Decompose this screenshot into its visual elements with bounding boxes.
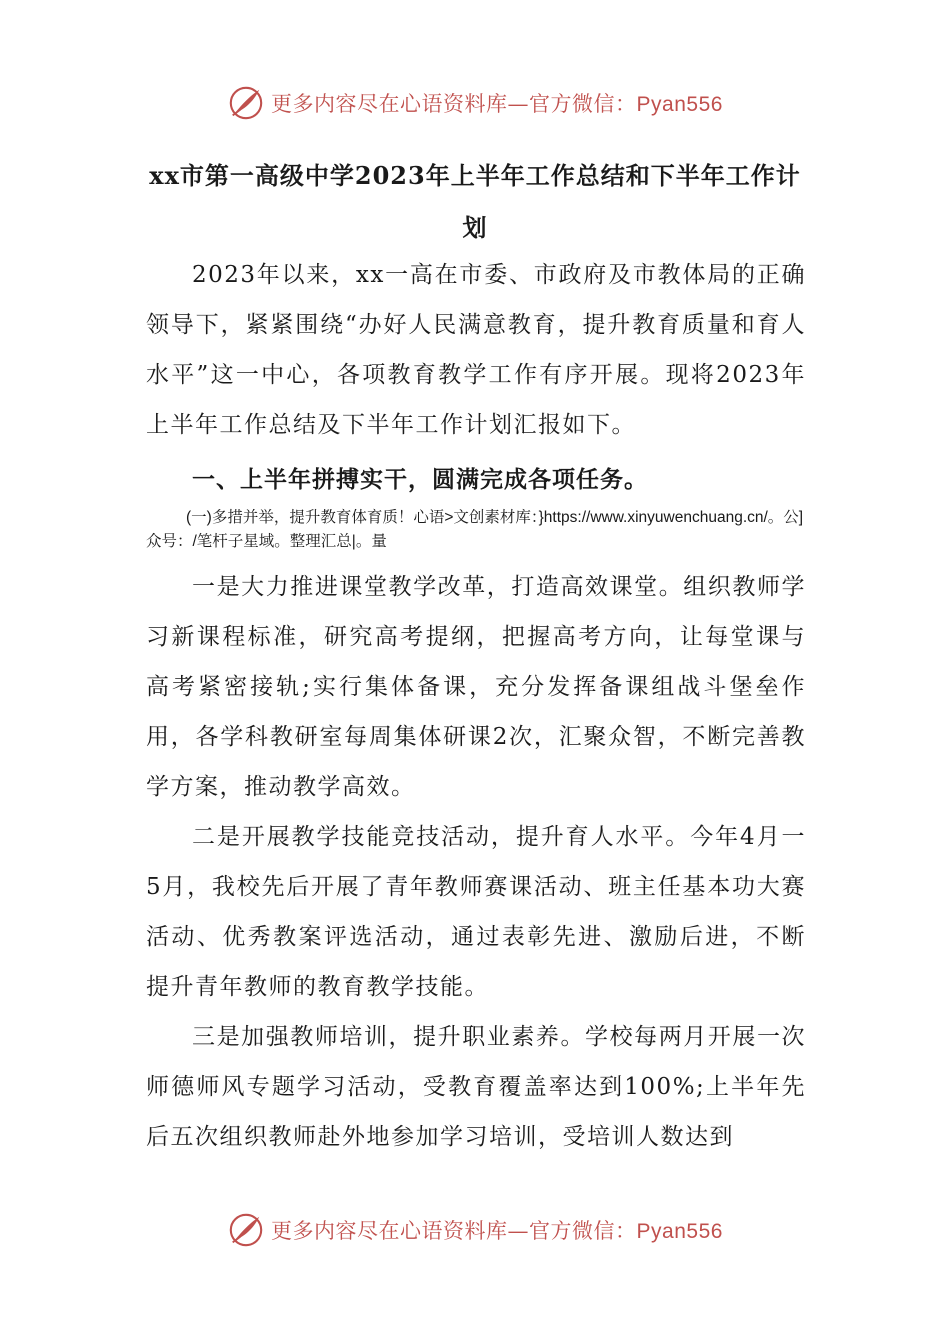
document-body [146, 250, 806, 1162]
footer-banner [0, 1205, 950, 1255]
wechat-id: Pyan556 [636, 1220, 723, 1243]
banner-text [271, 88, 723, 118]
banner-label: 更多内容尽在心语资料库—官方微信： [271, 92, 637, 116]
quill-pen-logo-icon [227, 1211, 265, 1249]
section-heading: 一、上半年拼搏实干，圆满完成各项任务。 [192, 467, 648, 493]
body-paragraph: 一是大力推进课堂教学改革，打造高效课堂。组织教师学习新课程标准，研究高考提纲，把握高考方向，让每堂课与高考紧密接轨;实行集体备课，充分发挥备课组战斗堡垒作用，各学科教研室每周集体研课2次，汇聚众智，不断完善教学方案，推动教学高效。 [146, 574, 806, 800]
intro-paragraph: 2023年以来，xx一高在市委、市政府及市教体局的正确领导下，紧紧围绕“办好人民满意教育，提升教育质量和育人水平”这一中心，各项教育教学工作有序开展。现将2023年上半年工作总结及下半年工作计划汇报如下。 [146, 262, 806, 438]
header-banner [0, 78, 950, 128]
body-paragraph: 三是加强教师培训，提升职业素养。学校每两月开展一次师德师风专题学习活动，受教育覆盖率达到100%;上半年先后五次组织教师赴外地参加学习培训，受培训人数达到 [146, 1024, 806, 1150]
document-title: xx市第一高级中学2023年上半年工作总结和下半年工作计划 [149, 161, 801, 242]
subsection-heading: (一)多措并举，提升教育体育质！心语>文创素材库：}https://www.xinyuwenchuang.cn/。公]众号：/笔杆子星域。整理汇总|。量 [146, 509, 804, 550]
banner-label: 更多内容尽在心语资料库—官方微信： [271, 1219, 637, 1243]
banner-text [271, 1215, 723, 1245]
wechat-id: Pyan556 [636, 93, 723, 116]
quill-pen-logo-icon [227, 84, 265, 122]
body-paragraph: 二是开展教学技能竞技活动，提升育人水平。今年4月一5月，我校先后开展了青年教师赛课活动、班主任基本功大赛活动、优秀教案评选活动，通过表彰先进、激励后进，不断提升青年教师的教育教学技能。 [146, 824, 806, 1000]
